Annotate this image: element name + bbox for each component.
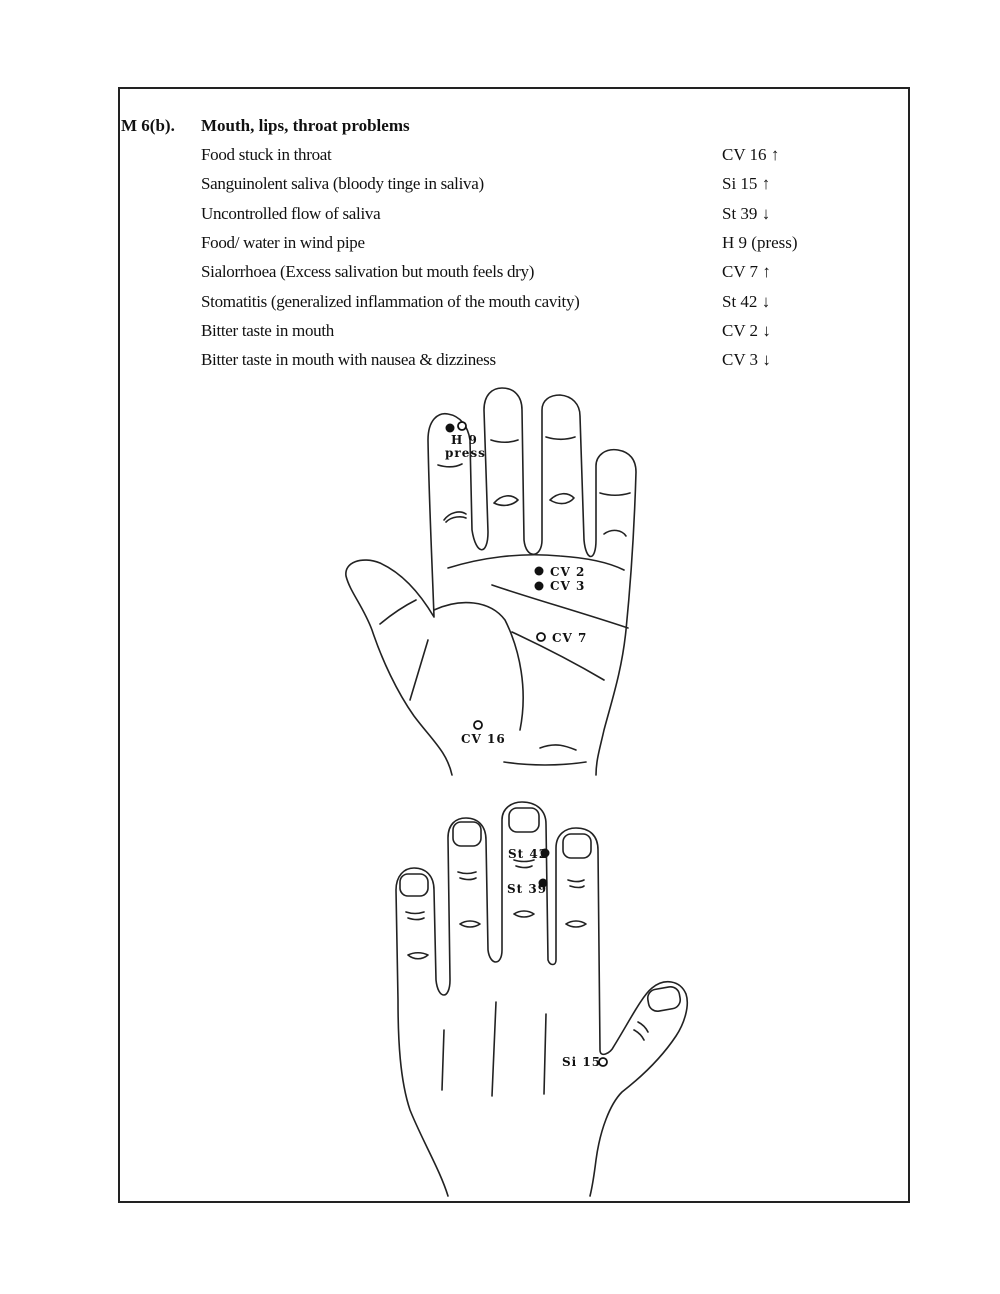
condition-text: Food stuck in throat [201, 145, 332, 164]
condition-text: Bitter taste in mouth with nausea & dizziness [201, 350, 496, 369]
h9-label: H 9 [451, 433, 478, 447]
cv16-point-marker [474, 721, 482, 729]
point-code: St 39 [722, 204, 758, 223]
knuckle-crease [570, 886, 584, 888]
condition-text: Bitter taste in mouth [201, 321, 334, 340]
condition-text: Stomatitis (generalized inflammation of the mouth cavity) [201, 292, 580, 311]
cv2-label: CV 2 [550, 565, 586, 579]
cv7-point-marker [537, 633, 545, 641]
arrow-down-icon: ↓ [761, 292, 771, 311]
fingernail [400, 874, 428, 896]
palm-diagram [346, 388, 636, 775]
arrow-up-icon: ↑ [762, 262, 771, 281]
life-line [434, 603, 523, 730]
tendon-line [492, 1002, 496, 1096]
tendon-line [442, 1030, 444, 1090]
crease [444, 512, 466, 520]
fingernail [509, 808, 539, 832]
knuckle-crease [638, 1022, 648, 1032]
point-code: Si 15 [722, 174, 758, 193]
arrow-up-icon: ↑ [770, 145, 780, 164]
si15-label: Si 15 [562, 1055, 602, 1069]
cv3-label: CV 3 [550, 579, 586, 593]
st39-label: St 39 [507, 882, 548, 896]
wrist-line [504, 762, 586, 765]
cv3-point-marker [535, 582, 544, 591]
wrist-line [540, 745, 576, 750]
crease [600, 493, 630, 495]
crease [604, 530, 626, 536]
crease [550, 494, 574, 504]
cv2-point-marker [535, 567, 544, 576]
point-code: CV 2 [722, 321, 759, 340]
back-points [507, 847, 607, 1069]
condition-text: Sialorrhoea (Excess salivation but mouth feels dry) [201, 262, 535, 281]
section-code: M 6(b). [121, 116, 175, 135]
point-code: CV 16 [722, 145, 767, 164]
knuckle-crease [460, 921, 480, 927]
knuckle-crease [568, 880, 584, 882]
fingernail [563, 834, 591, 858]
knuckle-crease [634, 1030, 644, 1040]
crease [438, 464, 462, 467]
palm-points [445, 422, 587, 746]
crease [494, 496, 518, 506]
crease [546, 437, 575, 439]
arrow-down-icon: ↓ [762, 350, 771, 369]
knuckle-crease [408, 918, 424, 920]
arrow-down-icon: ↓ [761, 204, 771, 223]
fingernail [453, 822, 481, 846]
knuckle-crease [460, 878, 476, 880]
knuckle-crease [458, 872, 476, 874]
condition-text: Food/ water in wind pipe [201, 233, 365, 252]
crease [446, 517, 466, 522]
condition-text: Uncontrolled flow of saliva [201, 204, 381, 223]
palm-outline [346, 388, 636, 775]
knuckle-crease [566, 921, 586, 927]
crease [380, 600, 416, 624]
point-code: St 42 [722, 292, 758, 311]
crease [491, 440, 518, 442]
point-code: CV 7 [722, 262, 759, 281]
condition-text: Sanguinolent saliva (bloody tinge in saliva) [201, 174, 484, 193]
back-of-hand-diagram [396, 802, 687, 1196]
back-hand-outline [396, 802, 687, 1196]
point-code: CV 3 [722, 350, 759, 369]
section-title: Mouth, lips, throat problems [201, 116, 410, 135]
knuckle-crease [406, 912, 424, 914]
h9-press-label: press [445, 446, 486, 460]
knuckle-crease [514, 911, 534, 917]
arrow-up-icon: ↑ [761, 174, 771, 193]
st42-label: St 42 [508, 847, 549, 861]
fingernail [646, 985, 681, 1012]
h9-point-marker [446, 424, 455, 433]
cv7-label: CV 7 [552, 631, 588, 645]
arrow-down-icon: ↓ [762, 321, 771, 340]
h9-point-marker [458, 422, 466, 430]
palm-line [410, 640, 428, 700]
knuckle-crease [516, 866, 532, 868]
cv16-label: CV 16 [461, 732, 506, 746]
point-code: H 9 (press) [722, 233, 798, 252]
tendon-line [544, 1014, 546, 1094]
knuckle-crease [408, 953, 428, 959]
